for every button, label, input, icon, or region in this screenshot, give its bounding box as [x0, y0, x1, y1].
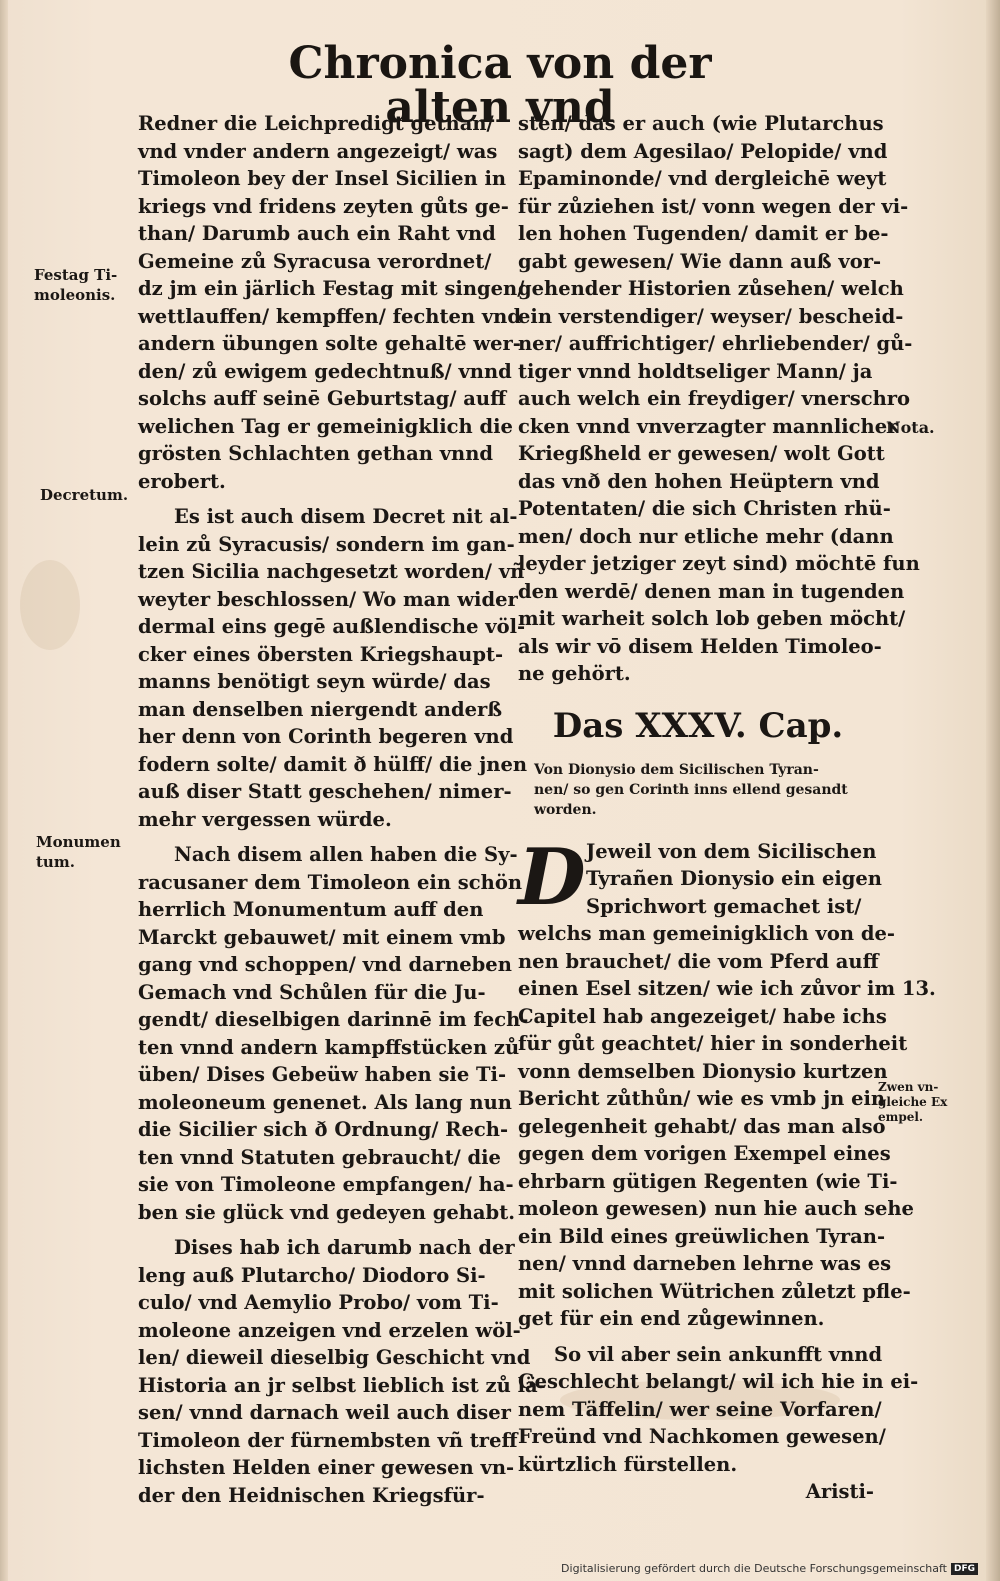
text-line: cker eines öbersten Kriegshaupt-	[138, 642, 504, 666]
summary-line: worden.	[534, 801, 597, 818]
text-line: mit warheit solch lob geben möcht/	[518, 607, 906, 630]
text-line: der den Heidnischen Kriegsfür-	[138, 1483, 485, 1507]
text-line: Kriegßheld er gewesen/ wolt Gott	[518, 442, 885, 465]
paragraph	[138, 1234, 546, 1509]
text-line: nen/ vnnd darneben lehrne was es	[518, 1252, 892, 1275]
text-line: Redner die Leichpredigt gethan/	[138, 112, 494, 135]
text-line: ne gehört.	[518, 662, 631, 685]
text-line: ehrbarn gütigen Regenten (wie Ti-	[518, 1169, 898, 1193]
paragraph-gap	[138, 495, 506, 503]
text-line: tzen Sicilia nachgesetzt worden/ vñ	[138, 560, 525, 583]
text-line: ein verstendiger/ weyser/ bescheid-	[518, 304, 904, 328]
margin-note-line: Monumen	[36, 833, 121, 851]
text-line: gelegenheit gehabt/ das man also	[518, 1114, 886, 1138]
text-line: vnd vnder andern angezeigt/ was	[138, 139, 498, 163]
text-line: leyder jetziger zeyt sind) möchtē fun	[518, 552, 920, 575]
text-line: moleoneum genenet. Als lang nun	[138, 1090, 512, 1114]
text-line: tiger vnnd holdtseliger Mann/ ja	[518, 359, 873, 383]
margin-note-line: moleonis.	[34, 286, 116, 304]
text-line: manns benötigt seyn würde/ das	[138, 670, 491, 693]
text-line: gendt/ dieselbigen darinnē im fech-	[138, 1008, 529, 1031]
text-line: len hohen Tugenden/ damit er be-	[518, 222, 889, 245]
text-line: Timoleon der fürnembsten vñ treff	[138, 1428, 518, 1452]
text-line: men/ doch nur etliche mehr (dann	[518, 524, 894, 548]
text-line: Capitel hab angezeiget/ habe ichs	[518, 1004, 887, 1028]
footer	[561, 1562, 978, 1575]
text-line: vonn demselben Dionysio kurtzen	[518, 1059, 888, 1083]
text-line: weyter beschlossen/ Wo man wider	[138, 587, 518, 611]
text-line: dermal eins gegē außlendische völ-	[138, 615, 526, 638]
text-line: lein zů Syracusis/ sondern im gan-	[138, 532, 515, 556]
text-line: Sprichwort gemachet ist/	[586, 894, 862, 918]
text-line: ben sie glück vnd gedeyen gehabt.	[138, 1200, 515, 1224]
text-line: Dises hab ich darumb nach der	[174, 1236, 515, 1259]
margin-note-monumentum	[36, 832, 121, 872]
text-line: sagt) dem Agesilao/ Pelopide/ vnd	[518, 139, 888, 163]
text-line: die Sicilier sich ð Ordnung/ Rech-	[138, 1118, 509, 1141]
text-line: moleone anzeigen vnd erzelen wöl-	[138, 1318, 521, 1342]
summary-line: Von Dionysio dem Sicilischen Tyran-	[534, 761, 819, 778]
text-line: Historia an jr selbst lieblich ist zů lä-	[138, 1373, 546, 1397]
text-line: dz jm ein järlich Festag mit singen/	[138, 277, 525, 300]
summary-line: nen/ so gen Corinth inns ellend gesandt	[534, 781, 848, 798]
text-line: mit solichen Wütrichen zůletzt pfle-	[518, 1279, 911, 1303]
page-edge-left	[0, 0, 8, 1581]
running-head: Chronica von der alten vnd	[288, 38, 712, 133]
text-line: len/ dieweil dieselbig Geschicht vnd	[138, 1346, 531, 1369]
text-line: das vnð den hohen Heüptern vnd	[518, 469, 880, 493]
margin-note-decretum	[40, 485, 128, 505]
text-line: Freünd vnd Nachkomen gewesen/	[518, 1425, 886, 1448]
text-line: Gemeine zů Syracusa verordnet/	[138, 249, 492, 273]
text-line: grösten Schlachten gethan vnnd	[138, 442, 494, 465]
chapter-title: Das XXXV. Cap.	[552, 705, 844, 746]
text-line: get für ein end zůgewinnen.	[518, 1307, 825, 1330]
text-line: auch welch ein freydiger/ vnerschro	[518, 387, 911, 410]
text-line: herrlich Monumentum auff den	[138, 898, 484, 921]
text-line: üben/ Dises Gebeüw haben sie Ti-	[138, 1063, 507, 1086]
text-line: den werdē/ denen man in tugenden	[518, 579, 905, 603]
text-line: cken vnnd vnverzagter mannlicher	[518, 414, 898, 438]
text-line: ten vnnd andern kampffstücken zů	[138, 1035, 520, 1059]
left-column	[138, 110, 546, 1509]
dropcap-block	[518, 831, 882, 923]
catchword: Aristi-	[805, 1480, 874, 1503]
paragraph-gap	[138, 1226, 506, 1234]
text-line: Epaminonde/ vnd dergleichē weyt	[518, 167, 887, 190]
footer-text: Digitalisierung gefördert durch die Deutsche Forschungsgemeinschaft	[561, 1562, 947, 1575]
text-line: sten/ das er auch (wie Plutarchus	[518, 112, 884, 135]
dfg-logo-badge: DFG	[951, 1563, 978, 1575]
text-line: Marckt gebauwet/ mit einem vmb	[138, 925, 506, 949]
text-line: nen brauchet/ die vom Pferd auff	[518, 949, 879, 973]
paragraph-gap	[518, 1333, 878, 1341]
paragraph	[138, 503, 528, 833]
margin-note-line: Nota.	[886, 418, 935, 437]
text-line: fodern solte/ damit ð hülff/ die jnen	[138, 752, 528, 776]
text-line: solchs auff seinē Geburtstag/ auff	[138, 387, 507, 410]
text-line: Geschlecht belangt/ wil ich hie in ei-	[518, 1370, 919, 1393]
text-line: culo/ vnd Aemylio Probo/ vom Ti-	[138, 1291, 499, 1314]
text-line: auß diser Statt geschehen/ nimer-	[138, 780, 512, 803]
text-line: Jeweil von dem Sicilischen	[586, 839, 877, 863]
margin-note-line: tum.	[36, 853, 75, 871]
chapter-summary	[518, 760, 878, 820]
margin-note-line: empel.	[878, 1110, 924, 1124]
margin-note-line: Zwen vn-	[878, 1080, 939, 1094]
text-line: lichsten Helden einer gewesen vn-	[138, 1456, 515, 1479]
text-line: Tyrañen Dionysio ein eigen	[586, 867, 882, 890]
text-line: Nach disem allen haben die Sy-	[174, 843, 518, 866]
text-line: gabt gewesen/ Wie dann auß vor-	[518, 249, 882, 273]
text-line: welichen Tag er gemeinigklich die	[138, 414, 513, 438]
text-line: welchs man gemeinigklich von de-	[518, 922, 895, 945]
text-line: als wir vō disem Helden Timoleo-	[518, 634, 882, 658]
text-line: So vil aber sein ankunfft vnnd	[554, 1342, 883, 1366]
text-line: kriegs vnd fridens zeyten gůts ge-	[138, 194, 509, 218]
paragraph	[138, 110, 525, 495]
text-line: leng auß Plutarcho/ Diodoro Si-	[138, 1263, 486, 1287]
text-line: für zůziehen ist/ vonn wegen der vi-	[518, 194, 909, 218]
text-line: gehender Historien zůsehen/ welch	[518, 277, 904, 300]
text-line: ein Bild eines greüwlichen Tyran-	[518, 1224, 886, 1248]
text-line: Bericht zůthůn/ wie es vmb jn ein	[518, 1087, 886, 1110]
margin-note-nota	[886, 418, 935, 438]
text-line: Es ist auch disem Decret nit al-	[174, 505, 518, 528]
decorated-initial: D	[518, 831, 586, 923]
margin-note-zwen	[878, 1080, 947, 1125]
text-line: nem Täffelin/ wer seine Vorfaren/	[518, 1397, 882, 1421]
text-line: Potentaten/ die sich Christen rhü-	[518, 497, 891, 520]
text-line: sen/ vnnd darnach weil auch diser	[138, 1401, 511, 1424]
margin-note-line: gleiche Ex	[878, 1095, 948, 1109]
text-line: her denn von Corinth begeren vnd	[138, 725, 514, 748]
text-line: andern übungen solte gehaltē wer-	[138, 332, 521, 355]
text-line: Gemach vnd Schůlen für die Ju-	[138, 980, 486, 1004]
text-line: für gůt geachtet/ hier in sonderheit	[518, 1032, 908, 1055]
text-line: Timoleon bey der Insel Sicilien in	[138, 167, 507, 190]
margin-note-festag	[34, 265, 117, 305]
paper-stain	[20, 560, 80, 650]
text-line: einen Esel sitzen/ wie ich zůvor im 13.	[518, 977, 936, 1000]
paragraph	[518, 1341, 919, 1479]
text-line: erobert.	[138, 469, 226, 493]
text-line: than/ Darumb auch ein Raht vnd	[138, 222, 496, 245]
text-line: racusaner dem Timoleon ein schön	[138, 870, 523, 894]
text-line: gegen dem vorigen Exempel eines	[518, 1142, 891, 1165]
text-line: moleon gewesen) nun hie auch sehe	[518, 1197, 914, 1220]
text-line: ten vnnd Statuten gebraucht/ die	[138, 1145, 501, 1169]
text-line: gang vnd schoppen/ vnd darneben	[138, 953, 512, 976]
paragraph-gap	[138, 833, 506, 841]
text-line: wettlauffen/ kempffen/ fechten vnd	[138, 304, 521, 328]
text-line: ner/ auffrichtiger/ ehrliebender/ gů-	[518, 332, 913, 355]
page-edge-right	[986, 0, 1000, 1581]
margin-note-line: Festag Ti-	[34, 266, 118, 284]
text-line: mehr vergessen würde.	[138, 807, 392, 831]
text-line: kürtzlich fürstellen.	[518, 1452, 738, 1476]
text-line: sie von Timoleone empfangen/ ha-	[138, 1173, 514, 1196]
text-line: man denselben niergendt anderß	[138, 697, 503, 721]
paragraph	[138, 841, 529, 1226]
margin-note-line: Decretum.	[40, 486, 129, 504]
text-line: den/ zů ewigem gedechtnuß/ vnnd	[138, 359, 512, 383]
